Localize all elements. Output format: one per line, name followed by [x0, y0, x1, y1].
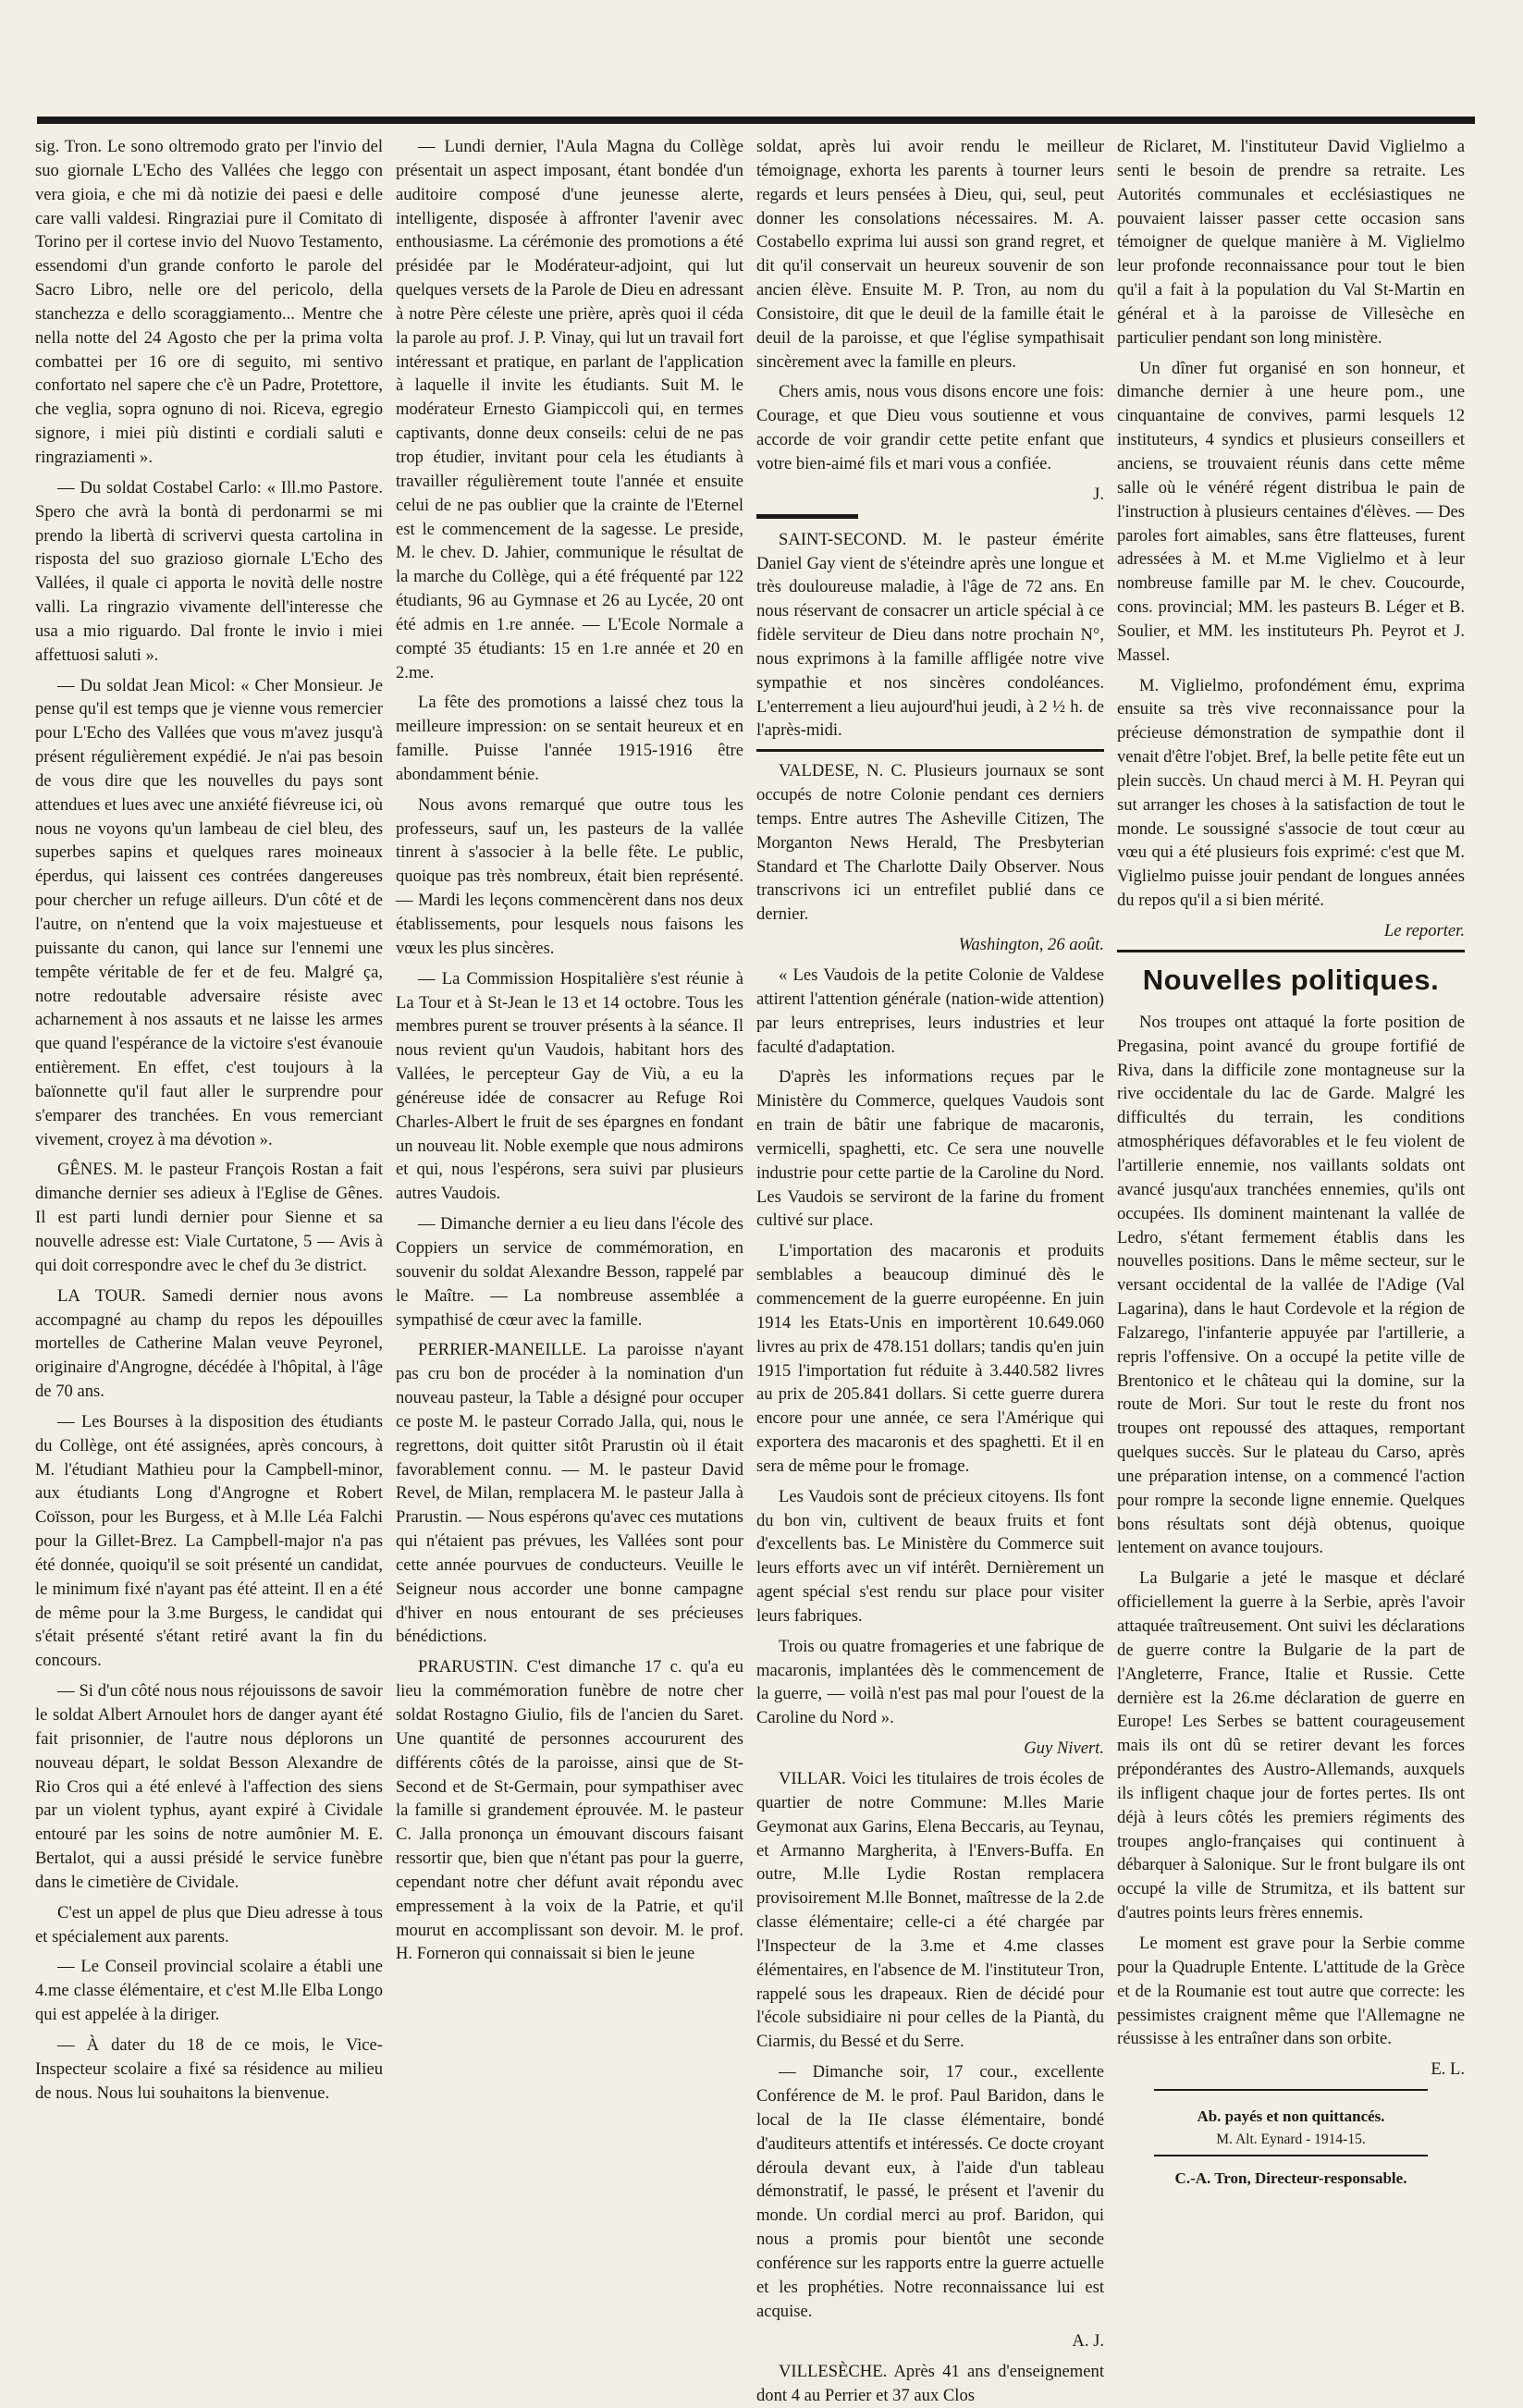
signature: J. — [1093, 484, 1104, 504]
column-4 — [1117, 135, 1465, 2188]
paragraph: — Dimanche dernier a eu lieu dans l'école des Coppiers un service de commémoration, en souvenir du soldat Alexandre Besson, rappelé par le Maître. — La nombreuse assemblée a sympathisé de cœur avec la famille. — [396, 1214, 743, 1330]
paragraph: SAINT-SECOND. M. le pasteur émérite Daniel Gay vient de s'éteindre après une longue et très douloureuse maladie, à l'âge de 72 ans. En nous réservant de consacrer un article spécial à ce fidèle serviteur de Dieu dans notre prochain N°, nous exprimons à la famille affligée notre vive sympathie et nos sincères condoléances. L'enterrement a lieu aujourd'hui jeudi, à 2 ½ h. de l'après-midi. — [756, 529, 1104, 741]
paragraph: D'après les informations reçues par le Ministère du Commerce, quelques Vaudois sont en train de bâtir une fabrique de macaronis, vermicelli, spaghetti, etc. Ce sera une nouvelle industrie pour cette partie de la Caroline du Nord. Les Vaudois se serviront de la farine du froment cultivé sur place. — [756, 1067, 1104, 1231]
subscription-detail: M. Alt. Eynard - 1914-15. — [1216, 2131, 1366, 2147]
paragraph: — Du soldat Jean Micol: « Cher Monsieur. Je pense qu'il est temps que je vienne vous remercier pour L'Echo des Vallées que vous m'avez jusqu'à présent régulièrement expédié. Je n'ai pas besoin de vous dire que les nouvelles du pays sont attendues et lues avec une anxiété fiévreuse ici, où nous ne voyons qu'un lambeau de ciel bleu, des superbes sapins et quelques rares moineaux éperdus, qui laissent ces contrées dangereuses pour chercher un refuge ailleurs. D'un côté et de l'autre, on n'entend que la voix majestueuse et puissante du canon, qui lance sur l'ennemi une tempête véritable de fer et de feu. Malgré ça, notre redoutable adversaire résiste avec acharnement à nos assauts et ne laisse les armes que quand l'espérance de la victoire s'est évanouie entièrement. En effet, c'est toujours à la baïonnette qu'il faut aller le surprendre pour s'emparer des tranchées. En vous remerciant vivement, croyez à ma dévotion ». — [35, 675, 383, 1149]
paragraph: « Les Vaudois de la petite Colonie de Valdese attirent l'attention générale (nation-wide attention) par leurs entreprises, leurs industries et leur faculté d'adaptation. — [756, 965, 1104, 1057]
dateline: Washington, 26 août. — [958, 935, 1104, 955]
paragraph: La Bulgarie a jeté le masque et déclaré officiellement la guerre à la Serbie, après l'avoir attaquée traîtreusement. Ont suivi les déclarations de guerre contre la Bulgarie de la part de l'Angleterre, France, Italie et Russie. Cette dernière est la 26.me déclaration de guerre en Europe! Les Serbes se battent courageusement mais ils ont dû se retirer devant les forces prépondérantes des Austro-Allemands, auxquels ils infligent chaque jour de fortes pertes. Ils ont déjà à leurs côtés les premiers régiments des troupes anglo-françaises qui continuent à débarquer à Salonique. Sur le front bulgare ils ont occupé la ville de Strumitza, et ils battent sur d'autres points leurs frères ennemis. — [1117, 1568, 1465, 1923]
section-rule — [756, 749, 1104, 752]
paragraph: M. Viglielmo, profondément ému, exprima ensuite sa très vive reconnaissance pour la précieuse démonstration de sympathie dont il venait d'être l'objet. Bref, la belle petite fête eut un plein succès. Un chaud merci à M. H. Peyran qui sut arranger les choses à la satisfaction de tout le monde. Le soussigné s'associe de tout cœur au vœu qui a été plusieurs fois exprimé: c'est que M. Viglielmo puisse jouir pendant de longues années du repos qu'il a si bien mérité. — [1117, 675, 1465, 911]
section-rule — [756, 514, 858, 519]
paragraph: Chers amis, nous vous disons encore une fois: Courage, et que Dieu vous soutienne et vous accorde de voir grandir cette petite enfant que votre bien-aimé fils et mari vous a confiée. — [756, 382, 1104, 473]
paragraph: GÊNES. M. le pasteur François Rostan a fait dimanche dernier ses adieux à l'Eglise de Gênes. Il est parti lundi dernier pour Sienne et sa nouvelle adresse est: Viale Curtatone, 5 — Avis à qui doit correspondre avec le chef du 3e district. — [35, 1160, 383, 1275]
signature: Guy Nivert. — [1024, 1738, 1104, 1759]
paragraph: — Les Bourses à la disposition des étudiants du Collège, ont été assignées, après concours, à M. l'étudiant Mathieu pour la Campbell-minor, aux étudiants Long d'Angrogne et Robert Coïsson, pour les Burgess, et à M.lle Léa Falchi pour la Gillet-Brez. La Campbell-major n'a pas été donnée, quoiqu'il se soit présenté un candidat, le minimum fixé n'ayant pas été atteint. Il en a été de même pour la 3.me Burgess, le candidat qui s'était présenté s'étant retiré avant la fin du concours. — [35, 1411, 383, 1671]
paragraph: — Si d'un côté nous nous réjouissons de savoir le soldat Albert Arnoulet hors de danger ayant été fait prisonnier, de l'autre nous déplorons un nouveau départ, le soldat Besson Alexandre de Rio Cros qui a été enlevé à l'affection des siens par un violent typhus, ayant expiré à Cividale entouré par les soins de notre aumônier M. E. Bertalot, qui a aussi présidé le service funèbre dans le cimetière de Cividale. — [35, 1681, 383, 1892]
paragraph: La fête des promotions a laissé chez tous la meilleure impression: on se sentait heureux et en famille. Puisse l'année 1915-1916 être abondamment bénie. — [396, 693, 743, 784]
paragraph: — La Commission Hospitalière s'est réunie à La Tour et à St-Jean le 13 et 14 octobre. Tous les membres purent se trouver présents à la séance. Il nous revient qu'un Vaudois, habitant hors des Vallées, le percepteur Gay de Viù, a eu la généreuse idée de consacrer au Refuge Roi Charles-Albert le fruit de ses épargnes en fondant un nouveau lit. Noble exemple que nous admirons et qui, nous l'espérons, sera suivi par plusieurs autres Vaudois. — [396, 968, 743, 1204]
paragraph: VALDESE, N. C. Plusieurs journaux se sont occupés de notre Colonie pendant ces derniers temps. Entre autres The Asheville Citizen, The Morganton News Herald, The Presbyterian Standard et The Charlotte Daily Observer. Nous transcrivons ici un entrefilet publié dans ce dernier. — [756, 761, 1104, 925]
paragraph: sig. Tron. Le sono oltremodo grato per l'invio del suo giornale L'Echo des Vallées che leggo con vera gioia, e che mi dà notizie dei paesi e delle care valli valdesi. Ringraziai pure il Comitato di Torino per il cortese invio del Nuovo Testamento, essendomi d'un grande conforto le parole del Sacro Libro, nelle ore del pericolo, della stanchezza e dello scoraggiamento... Mentre che nella notte del 24 Agosto che per la prima volta combattei per 16 ore di seguito, mi sentivo confortato nel sapere che c'è un Padre, Protettore, che veglia, sopra ognuno di noi. Riceva, egregio signore, i miei più distinti e cordiali saluti e ringraziamenti ». — [35, 137, 383, 467]
paragraph: soldat, après lui avoir rendu le meilleur témoignage, exhorta les parents à tourner leurs regards et leurs pensées à Dieu, qui, seul, peut donner les consolations nécessaires. M. A. Costabello exprima lui aussi son grand regret, et dit qu'il conservait un heureux souvenir de son ancien élève. Ensuite M. P. Tron, au nom du Consistoire, dit que le deuil de la famille était le deuil de la paroisse, et que l'église sympathisait sincèrement avec la famille en pleurs. — [756, 137, 1104, 372]
footer-rule — [1154, 2155, 1428, 2156]
signature: Le reporter. — [1383, 921, 1465, 940]
paragraph: — Le Conseil provincial scolaire a établi une 4.me classe élémentaire, et c'est M.lle Elba Longo qui est appelée à la diriger. — [35, 1957, 383, 2025]
signature: A. J. — [1072, 2331, 1104, 2352]
paragraph: de Riclaret, M. l'instituteur David Viglielmo a senti le besoin de prendre sa retraite. Les Autorités communales et ecclésiastiques ne pouvaient laisser passer cette occasion sans témoigner de quelque manière à M. Viglielmo leur profonde reconnaissance pour tout le bien qu'il a fait à la population du Val St-Martin en général et à la paroisse de Villesèche en particulier pendant son long ministère. — [1117, 137, 1465, 348]
paragraph: Le moment est grave pour la Serbie comme pour la Quadruple Entente. L'attitude de la Grèce et de la Roumanie est tout autre que correcte: les pessimistes craignent même que l'Allemagne ne réussisse à les entraîner dans son orbite. — [1117, 1933, 1465, 2049]
footer-rule — [1154, 2089, 1428, 2091]
paragraph: — Du soldat Costabel Carlo: « Ill.mo Pastore. Spero che avrà la bontà di perdonarmi se mi prendo la libertà di scrivervi questa cartolina in risposta del suo grazioso giornale L'Echo des Vallées, il quale ci apporta le novità delle nostre valli. La ringrazio vivamente dell'interesse che usa a mio riguardo. Dal fronte le invio i miei affettuosi saluti ». — [35, 477, 383, 665]
paragraph: C'est un appel de plus que Dieu adresse à tous et spécialement aux parents. — [35, 1902, 383, 1947]
paragraph: Nos troupes ont attaqué la forte position de Pregasina, point avancé du groupe fortifié de Riva, dans la difficile zone montagneuse sur la rive occidentale du lac de Garde. Malgré les difficultés du terrain, les conditions atmosphériques défavorables et le feu violent de l'artillerie ennemie, nos vaillants soldats ont avancé jusqu'aux tranchées ennemies, qu'ils ont occupées. Ils dominent maintenant la vallée de Ledro, s'étant fermement établis dans les nouvelles positions. Dans le même secteur, sur le versant occidental de la vallée de l'Adige (Val Lagarina), dans le haut Cordevole et la région de Falzarego, l'infanterie appuyée par l'artillerie, a repris l'offensive. On a occupé la petite ville de Brentonico et le château qui la domine, sur la route de Mori. Sur tout le reste du front nos troupes ont repoussé des attaques, remportant quelques succès. Sur le plateau du Carso, après une préparation intense, on a commencé l'action pour rompre la seconde ligne ennemie. Quelques bons résultats sont déjà obtenus, quoique lentement on avance toujours. — [1117, 1012, 1465, 1558]
paragraph: VILLAR. Voici les titulaires de trois écoles de quartier de notre Commune: M.lles Marie Geymonat aux Garins, Elena Beccaris, au Teynau, et Armanno Margherita, à l'Envers-Buffa. En outre, M.lle Lydie Rostan remplacera provisoirement M.lle Bonnet, maîtresse de la 2.de classe élémentaire; celle-ci a été chargée par l'Inspecteur de la 3.me et 4.me classes élémentaires, en l'absence de M. l'instituteur Tron, rappelé sous les drapeaux. Rien de décidé pour l'école subsidiaire ni pour celles de la Piantà, du Ciarmis, du Bessé et du Serre. — [756, 1769, 1104, 2052]
paragraph: LA TOUR. Samedi dernier nous avons accompagné au champ du repos les dépouilles mortelles de Catherine Malan veuve Peyronel, originaire d'Angrogne, décédée à l'hôpital, à l'âge de 70 ans. — [35, 1285, 383, 1402]
paragraph: L'importation des macaronis et produits semblables a beaucoup diminué dès le commencement de la guerre européenne. En juin 1914 les Etats-Unis en importèrent 10.649.060 livres au prix de 478.151 dollars; tandis qu'en juin 1915 l'importation fut réduite à 3.440.582 livres au prix de 205.841 dollars. Si cette guerre durera encore pour une année, ce sera l'Amérique qui exportera des macaronis et des spaghetti. Et il en sera de même pour le fromage. — [756, 1241, 1104, 1476]
paragraph: PRARUSTIN. C'est dimanche 17 c. qu'a eu lieu la commémoration funèbre de notre cher soldat Rostagno Giulio, fils de l'ancien du Saret. Une quantité de personnes accoururent des différents côtés de la paroisse, ainsi que de St-Second et de St-Germain, pour sympathiser avec la famille si grandement éprouvée. M. le pasteur C. Jalla prononça un émouvant discours faisant ressortir que, bien que n'étant pas pour la guerre, cependant notre cher défunt avait répondu avec empressement à la voix de la Patrie, et qu'il mourut en accomplissant son devoir. M. le prof. H. Forneron qui connaissait si bien le jeune — [396, 1657, 743, 1964]
subscription-notice: Ab. payés et non quittancés. — [1197, 2107, 1385, 2126]
paragraph: VILLESÈCHE. Après 41 ans d'enseignement dont 4 au Perrier et 37 aux Clos — [756, 2362, 1104, 2406]
column-2 — [396, 135, 743, 2125]
paragraph: Un dîner fut organisé en son honneur, et dimanche dernier à une heure pom., une cinquantaine de convives, parmi lesquels 12 instituteurs, 4 syndics et plusieurs conseillers et anciens, se trouvaient réunis dans cette même salle où le vénéré régent distribua le pain de l'instruction à plusieurs centaines d'élèves. — Des paroles fort aimables, sans être flatteuses, furent adressées à M. et M.me Viglielmo et à leur nombreuse famille par M. le chev. Coucourde, cons. provincial; MM. les pasteurs B. Léger et B. Soulier, et MM. les instituteurs Ph. Peyrot et J. Massel. — [1117, 358, 1465, 665]
paragraph: — Lundi dernier, l'Aula Magna du Collège présentait un aspect imposant, étant bondée d'un auditoire composé d'une jeunesse alerte, intelligente, disposée à affronter l'avenir avec enthousiasme. La cérémonie des promotions a été présidée par le Modérateur-adjoint, qui lut quelques versets de la Parole de Dieu en adressant à notre Père céleste une prière, après quoi il céda la parole au prof. J. P. Vinay, qui lut un travail fort intéressant et pratique, en parlant de l'application à laquelle il invite les étudiants. Suit M. le modérateur Ernesto Giampiccoli qui, en termes captivants, donne deux conseils: celui de ne pas trop étudier, invitant pour cela les étudiants à travailler régulièrement toute l'année et ensuite celui de ne pas oublier que la crainte de l'Eternel est le commencement de la sagesse. Le preside, M. le chev. D. Jahier, communique le résultat de la marche du Collège, qui a été fréquenté par 122 étudiants, 96 au Gymnase et 26 au Lycée, 20 ont été admis en 1.re année. — L'Ecole Normale a compté 35 étudiants: 15 en 1.re année et 20 en 2.me. — [396, 137, 743, 682]
section-heading: Nouvelles politiques. — [1142, 963, 1440, 996]
paragraph: Les Vaudois sont de précieux citoyens. Ils font du bon vin, cultivent de beaux fruits et font d'excellents bas. Le Ministère du Commerce suit leurs efforts avec un vif intérêt. Dernièrement un agent spécial s'est rendu sur place pour visiter leurs fabriques. — [756, 1486, 1104, 1626]
paragraph: PERRIER-MANEILLE. La paroisse n'ayant pas cru bon de procéder à la nomination d'un nouveau pasteur, la Table a désigné pour occuper ce poste M. le pasteur Corrado Jalla, qui, nous le regrettons, doit quitter sitôt Prarustin où il était favorablement connu. — M. le pasteur David Revel, de Milan, remplacera M. le pasteur Jalla à Prarustin. — Nous espérons qu'avec ces mutations qui n'étaient pas prévues, les Vallées sont pour cette année pourvues de conducteurs. Veuille le Seigneur nous accorder une bonne campagne d'hiver en nous entourant de ses précieuses bénédictions. — [396, 1340, 743, 1647]
paragraph: — À dater du 18 de ce mois, le Vice-Inspecteur scolaire a fixé sa résidence au milieu de nous. Nous lui souhaitons la bienvenue. — [35, 2034, 383, 2103]
column-1 — [35, 135, 383, 2125]
signature: E. L. — [1431, 2059, 1465, 2080]
paragraph: Nous avons remarqué que outre tous les professeurs, sauf un, les pasteurs de la vallée tinrent à s'associer à la belle fête. Le public, quoique pas très nombreux, était bien représenté. — Mardi les leçons commencèrent dans nos deux établissements, pour lesquels nous faisons les vœux les plus sincères. — [396, 794, 743, 958]
top-rule — [37, 117, 1475, 124]
column-3 — [756, 135, 1104, 2406]
paragraph: — Dimanche soir, 17 cour., excellente Conférence de M. le prof. Paul Baridon, dans le local de la IIe classe élémentaire, bondé d'auditeurs attentifs et intéressés. Ce docte croyant déroula devant eux, à l'aide d'un tableau démonstratif, le passé, le présent et l'avenir du monde. Un cordial merci au prof. Baridon, qui nous a promis pour bientôt une seconde conférence sur les rapports entre la guerre actuelle et les prophéties. Notre reconnaissance lui est acquise. — [756, 2062, 1104, 2321]
director-signature: C.-A. Tron, Directeur-responsable. — [1174, 2169, 1407, 2188]
section-rule — [1117, 950, 1465, 952]
paragraph: Trois ou quatre fromageries et une fabrique de macaronis, implantées dès le commencement de la guerre, — voilà n'est pas mal pour l'ouest de la Caroline du Nord ». — [756, 1636, 1104, 1728]
